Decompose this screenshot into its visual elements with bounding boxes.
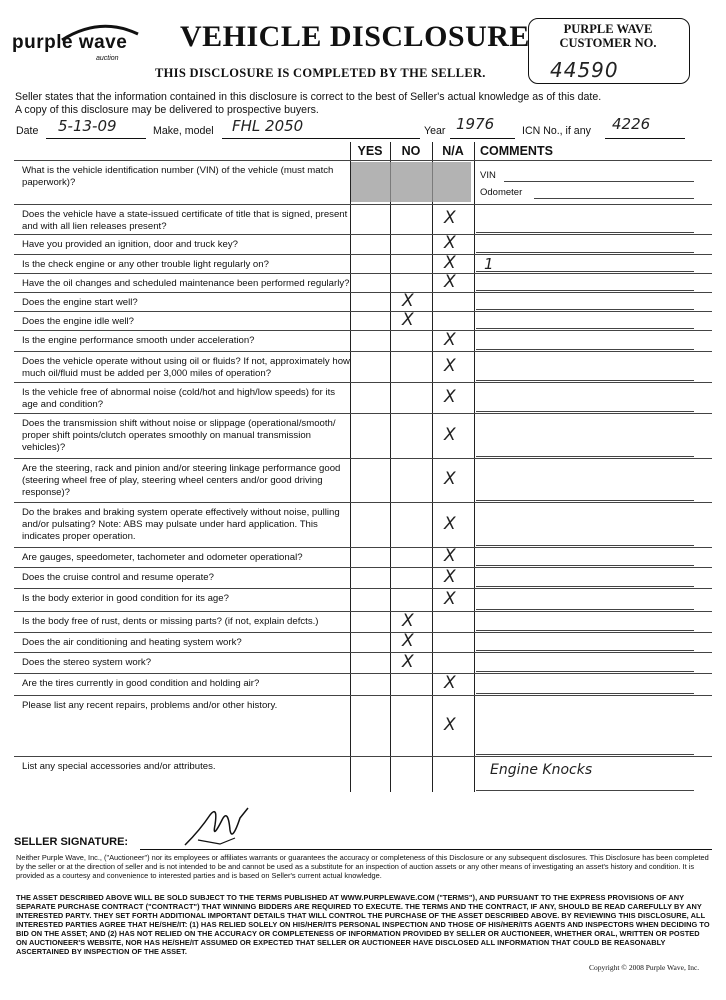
question-text: Is the body free of rust, dents or missing parts? (if not, explain defcts.) bbox=[22, 616, 319, 627]
row-divider bbox=[14, 547, 712, 548]
comment-field[interactable] bbox=[476, 754, 694, 755]
row-divider bbox=[14, 458, 712, 459]
vin-shaded-cell bbox=[351, 162, 471, 202]
make-line bbox=[222, 138, 420, 139]
year-field[interactable]: 1976 bbox=[456, 115, 495, 133]
na-checkbox-mark[interactable]: X bbox=[444, 386, 456, 407]
question-text: Are gauges, speedometer, tachometer and odometer operational? bbox=[22, 552, 303, 563]
comment-field[interactable] bbox=[476, 349, 694, 350]
col-header-no: NO bbox=[401, 144, 421, 158]
comment-field[interactable] bbox=[476, 693, 694, 694]
na-checkbox-mark[interactable]: X bbox=[444, 424, 456, 445]
signature-icon bbox=[180, 800, 260, 850]
comment-field[interactable] bbox=[476, 411, 694, 412]
na-checkbox-mark[interactable]: X bbox=[444, 252, 456, 273]
question-text: Does the air conditioning and heating system work? bbox=[22, 637, 242, 648]
row-divider bbox=[14, 502, 712, 503]
intro-text: Seller states that the information contained in this disclosure is correct to the best of Seller's actual knowledge as of this date. A copy of this disclosure may be delivered to prospective buyers. bbox=[15, 91, 602, 116]
comment-field[interactable] bbox=[476, 671, 694, 672]
row-divider bbox=[14, 756, 712, 757]
company-logo: purple wave bbox=[12, 32, 128, 53]
col-header-comments: COMMENTS bbox=[480, 144, 553, 158]
no-checkbox-mark[interactable]: X bbox=[402, 610, 414, 631]
question-text: Does the engine start well? bbox=[22, 297, 138, 308]
question-text: Is the check engine or any other trouble light regularly on? bbox=[22, 259, 269, 270]
vin-label: VIN bbox=[480, 170, 496, 181]
na-checkbox-mark[interactable]: X bbox=[444, 355, 456, 376]
row-divider bbox=[14, 311, 712, 312]
date-line bbox=[46, 138, 146, 139]
question-text: Is the body exterior in good condition for its age? bbox=[22, 593, 229, 604]
question-text: Have the oil changes and scheduled maintenance been performed regularly? bbox=[22, 278, 350, 289]
year-label: Year bbox=[424, 125, 446, 137]
odometer-field[interactable] bbox=[534, 198, 694, 199]
year-line bbox=[450, 138, 515, 139]
comment-field[interactable] bbox=[476, 545, 694, 546]
question-text: What is the vehicle identification number (VIN) of the vehicle (must match paperwork)? bbox=[22, 165, 334, 188]
comment-field[interactable] bbox=[476, 456, 694, 457]
na-checkbox-mark[interactable]: X bbox=[444, 208, 456, 228]
odometer-label: Odometer bbox=[480, 187, 523, 198]
row-divider bbox=[14, 413, 712, 414]
row-divider bbox=[14, 567, 712, 568]
make-field[interactable]: FHL 2050 bbox=[232, 117, 304, 135]
make-label: Make, model bbox=[153, 125, 214, 137]
page-title: VEHICLE DISCLOSURE bbox=[180, 20, 530, 53]
row-divider bbox=[14, 695, 712, 696]
na-checkbox-mark[interactable]: X bbox=[444, 469, 456, 489]
na-checkbox-mark[interactable]: X bbox=[444, 271, 456, 292]
row-divider bbox=[14, 673, 712, 674]
na-checkbox-mark[interactable]: X bbox=[444, 673, 456, 693]
question-text: List any special accessories and/or attributes. bbox=[22, 761, 216, 772]
question-text: Are the tires currently in good condition and holding air? bbox=[22, 678, 260, 689]
date-label: Date bbox=[16, 125, 39, 137]
comment-field[interactable] bbox=[476, 380, 694, 381]
na-checkbox-mark[interactable]: X bbox=[444, 588, 456, 609]
comment-field[interactable] bbox=[476, 328, 694, 329]
question-text: Does the cruise control and resume operate? bbox=[22, 572, 214, 583]
signature-line[interactable] bbox=[140, 849, 712, 850]
page-subtitle: THIS DISCLOSURE IS COMPLETED BY THE SELLER. bbox=[155, 66, 486, 80]
comment-field[interactable] bbox=[476, 565, 694, 566]
logo-subtitle: auction bbox=[96, 55, 119, 62]
row-divider bbox=[14, 234, 712, 235]
question-text: Does the engine idle well? bbox=[22, 316, 135, 327]
comment-field[interactable] bbox=[476, 309, 694, 310]
comment-field[interactable] bbox=[476, 586, 694, 587]
question-text: Is the engine performance smooth under acceleration? bbox=[22, 335, 255, 346]
row-divider bbox=[14, 632, 712, 633]
question-text: Have you provided an ignition, door and truck key? bbox=[22, 239, 238, 250]
comment-hand-mark: 1 bbox=[484, 255, 494, 273]
question-text: Does the vehicle operate without using oil or fluids? If not, approximately how much oil/fluid must be added per 3,000 miles of operation? bbox=[22, 356, 350, 379]
no-checkbox-mark[interactable]: X bbox=[402, 290, 414, 311]
comment-field[interactable] bbox=[476, 232, 694, 233]
question-text: Does the transmission shift without noise or slippage (operational/smooth/ proper shift points/clutch operates smoothly on manual transmission vehicles)? bbox=[22, 418, 336, 453]
row-divider bbox=[14, 292, 712, 293]
copyright-text: Copyright © 2008 Purple Wave, Inc. bbox=[589, 963, 700, 972]
customer-number-value[interactable]: 44590 bbox=[550, 58, 619, 82]
comment-field[interactable] bbox=[476, 609, 694, 610]
icn-field[interactable]: 4226 bbox=[612, 115, 651, 133]
row-divider bbox=[14, 273, 712, 274]
na-checkbox-mark[interactable]: X bbox=[444, 233, 456, 253]
col-header-yes: YES bbox=[357, 144, 383, 158]
row-divider bbox=[14, 330, 712, 331]
vin-field[interactable] bbox=[504, 181, 694, 182]
row-divider bbox=[14, 351, 712, 352]
row-divider bbox=[14, 204, 712, 205]
customer-number-label: PURPLE WAVE CUSTOMER NO. bbox=[559, 22, 657, 50]
na-checkbox-mark[interactable]: X bbox=[444, 513, 456, 534]
no-checkbox-mark[interactable]: X bbox=[402, 651, 414, 672]
disclosure-table bbox=[14, 142, 712, 792]
question-text: Please list any recent repairs, problems and/or other history. bbox=[22, 700, 278, 711]
disclaimer-text: Neither Purple Wave, Inc., ("Auctioneer") nor its employees or affiliates warrants or guarantees the accuracy or completeness of this Disclosure or any subsequent disclosures. This Disclosure has been completed by the seller or at the direction of seller and is not intended to be and cannot be used as a substitute for an inspection of auction assets or any other means of investigating an asset's history and condition. It is provided as a courtesy and convenience to interested parties and is based on Seller's current actual knowledge. bbox=[16, 853, 709, 880]
no-checkbox-mark[interactable]: X bbox=[402, 631, 414, 651]
comment-field[interactable] bbox=[476, 790, 694, 791]
terms-text: THE ASSET DESCRIBED ABOVE WILL BE SOLD SUBJECT TO THE TERMS PUBLISHED AT WWW.PURPLEWAVE.COM ("TERMS"), AND PURSUANT TO THE EXPRESS PROVISIONS OF ANY SEPARATE PURCHASE CONTRACT ("CONTRACT") THAT WINNING BIDDERS ARE REQUIRED TO EXECUTE. THE TERMS AND THE CONTRACT, IF ANY, SHOULD BE READ CAREFULLY BY ANY INTERESTED PARTY. THEY SET FORTH ADDITIONAL IMPORTANT DETAILS THAT WILL CONTROL THE PURCHASE OF THE ASSET DESCRIBED ABOVE. BY REVIEWING THIS DISCLOSURE, ALL INTERESTED PARTIES AGREE THAT HE/SHE/IT: (1) HAS RELIED SOLELY ON HIS/HER/ITS PERSONAL INSPECTION AND THOSE OF HIS/HER/ITS AGENTS AND INSPECTORS WHEN DECIDING TO BID ON THE ASSET; AND (2) HAS NOT RELIED ON THE ACCURACY OR COMPLETENESS OF INFORMATION PROVIDED BY SELLER OR AUCTIONEER, WHETHER ORAL, WRITTEN OR POSTED ON AUCTIONEER'S WEBSITE, NOR HAS HE/SHE/IT ASSUMED OR EXPECTED THAT SELLER OR AUCTIONEER HAVE DISCLOSED ALL INFORMATION THAT COULD BE REASONABLY ASCERTAINED BY INSPECTION OF THE ASSET. bbox=[16, 893, 710, 956]
comment-field[interactable] bbox=[476, 252, 694, 253]
question-text: Do the brakes and braking system operate effectively without noise, pulling and/or pulsating? Note: ABS may pulsate under hard application. This indicates proper operation. bbox=[22, 507, 340, 542]
signature-label: SELLER SIGNATURE: bbox=[14, 836, 129, 848]
na-checkbox-mark[interactable]: X bbox=[444, 546, 456, 566]
row-divider bbox=[14, 611, 712, 612]
comment-field[interactable] bbox=[476, 290, 694, 291]
na-checkbox-mark[interactable]: X bbox=[444, 329, 456, 350]
row-divider bbox=[14, 382, 712, 383]
row-divider bbox=[14, 160, 712, 161]
accessories-comment[interactable]: Engine Knocks bbox=[490, 762, 593, 778]
date-field[interactable]: 5-13-09 bbox=[58, 117, 117, 135]
question-text: Are the steering, rack and pinion and/or steering linkage performance good (steering wheel free of play, steering wheel centers and/or good driving response)? bbox=[22, 463, 341, 498]
comment-field[interactable] bbox=[476, 500, 694, 501]
row-divider bbox=[14, 254, 712, 255]
icn-label: ICN No., if any bbox=[522, 125, 591, 137]
question-text: Does the vehicle have a state-issued certificate of title that is signed, present and with all lien releases present? bbox=[22, 209, 348, 232]
question-text: Is the vehicle free of abnormal noise (cold/hot and high/low speeds) for its age and condition? bbox=[22, 387, 336, 410]
na-checkbox-mark[interactable]: X bbox=[444, 714, 456, 735]
row-divider bbox=[14, 652, 712, 653]
na-checkbox-mark[interactable]: X bbox=[444, 566, 456, 587]
comment-field[interactable] bbox=[476, 630, 694, 631]
question-text: Does the stereo system work? bbox=[22, 657, 152, 668]
comment-field[interactable] bbox=[476, 271, 694, 272]
col-header-na: N/A bbox=[442, 144, 464, 158]
icn-line bbox=[605, 138, 685, 139]
comment-field[interactable] bbox=[476, 650, 694, 651]
row-divider bbox=[14, 588, 712, 589]
no-checkbox-mark[interactable]: X bbox=[402, 309, 414, 330]
